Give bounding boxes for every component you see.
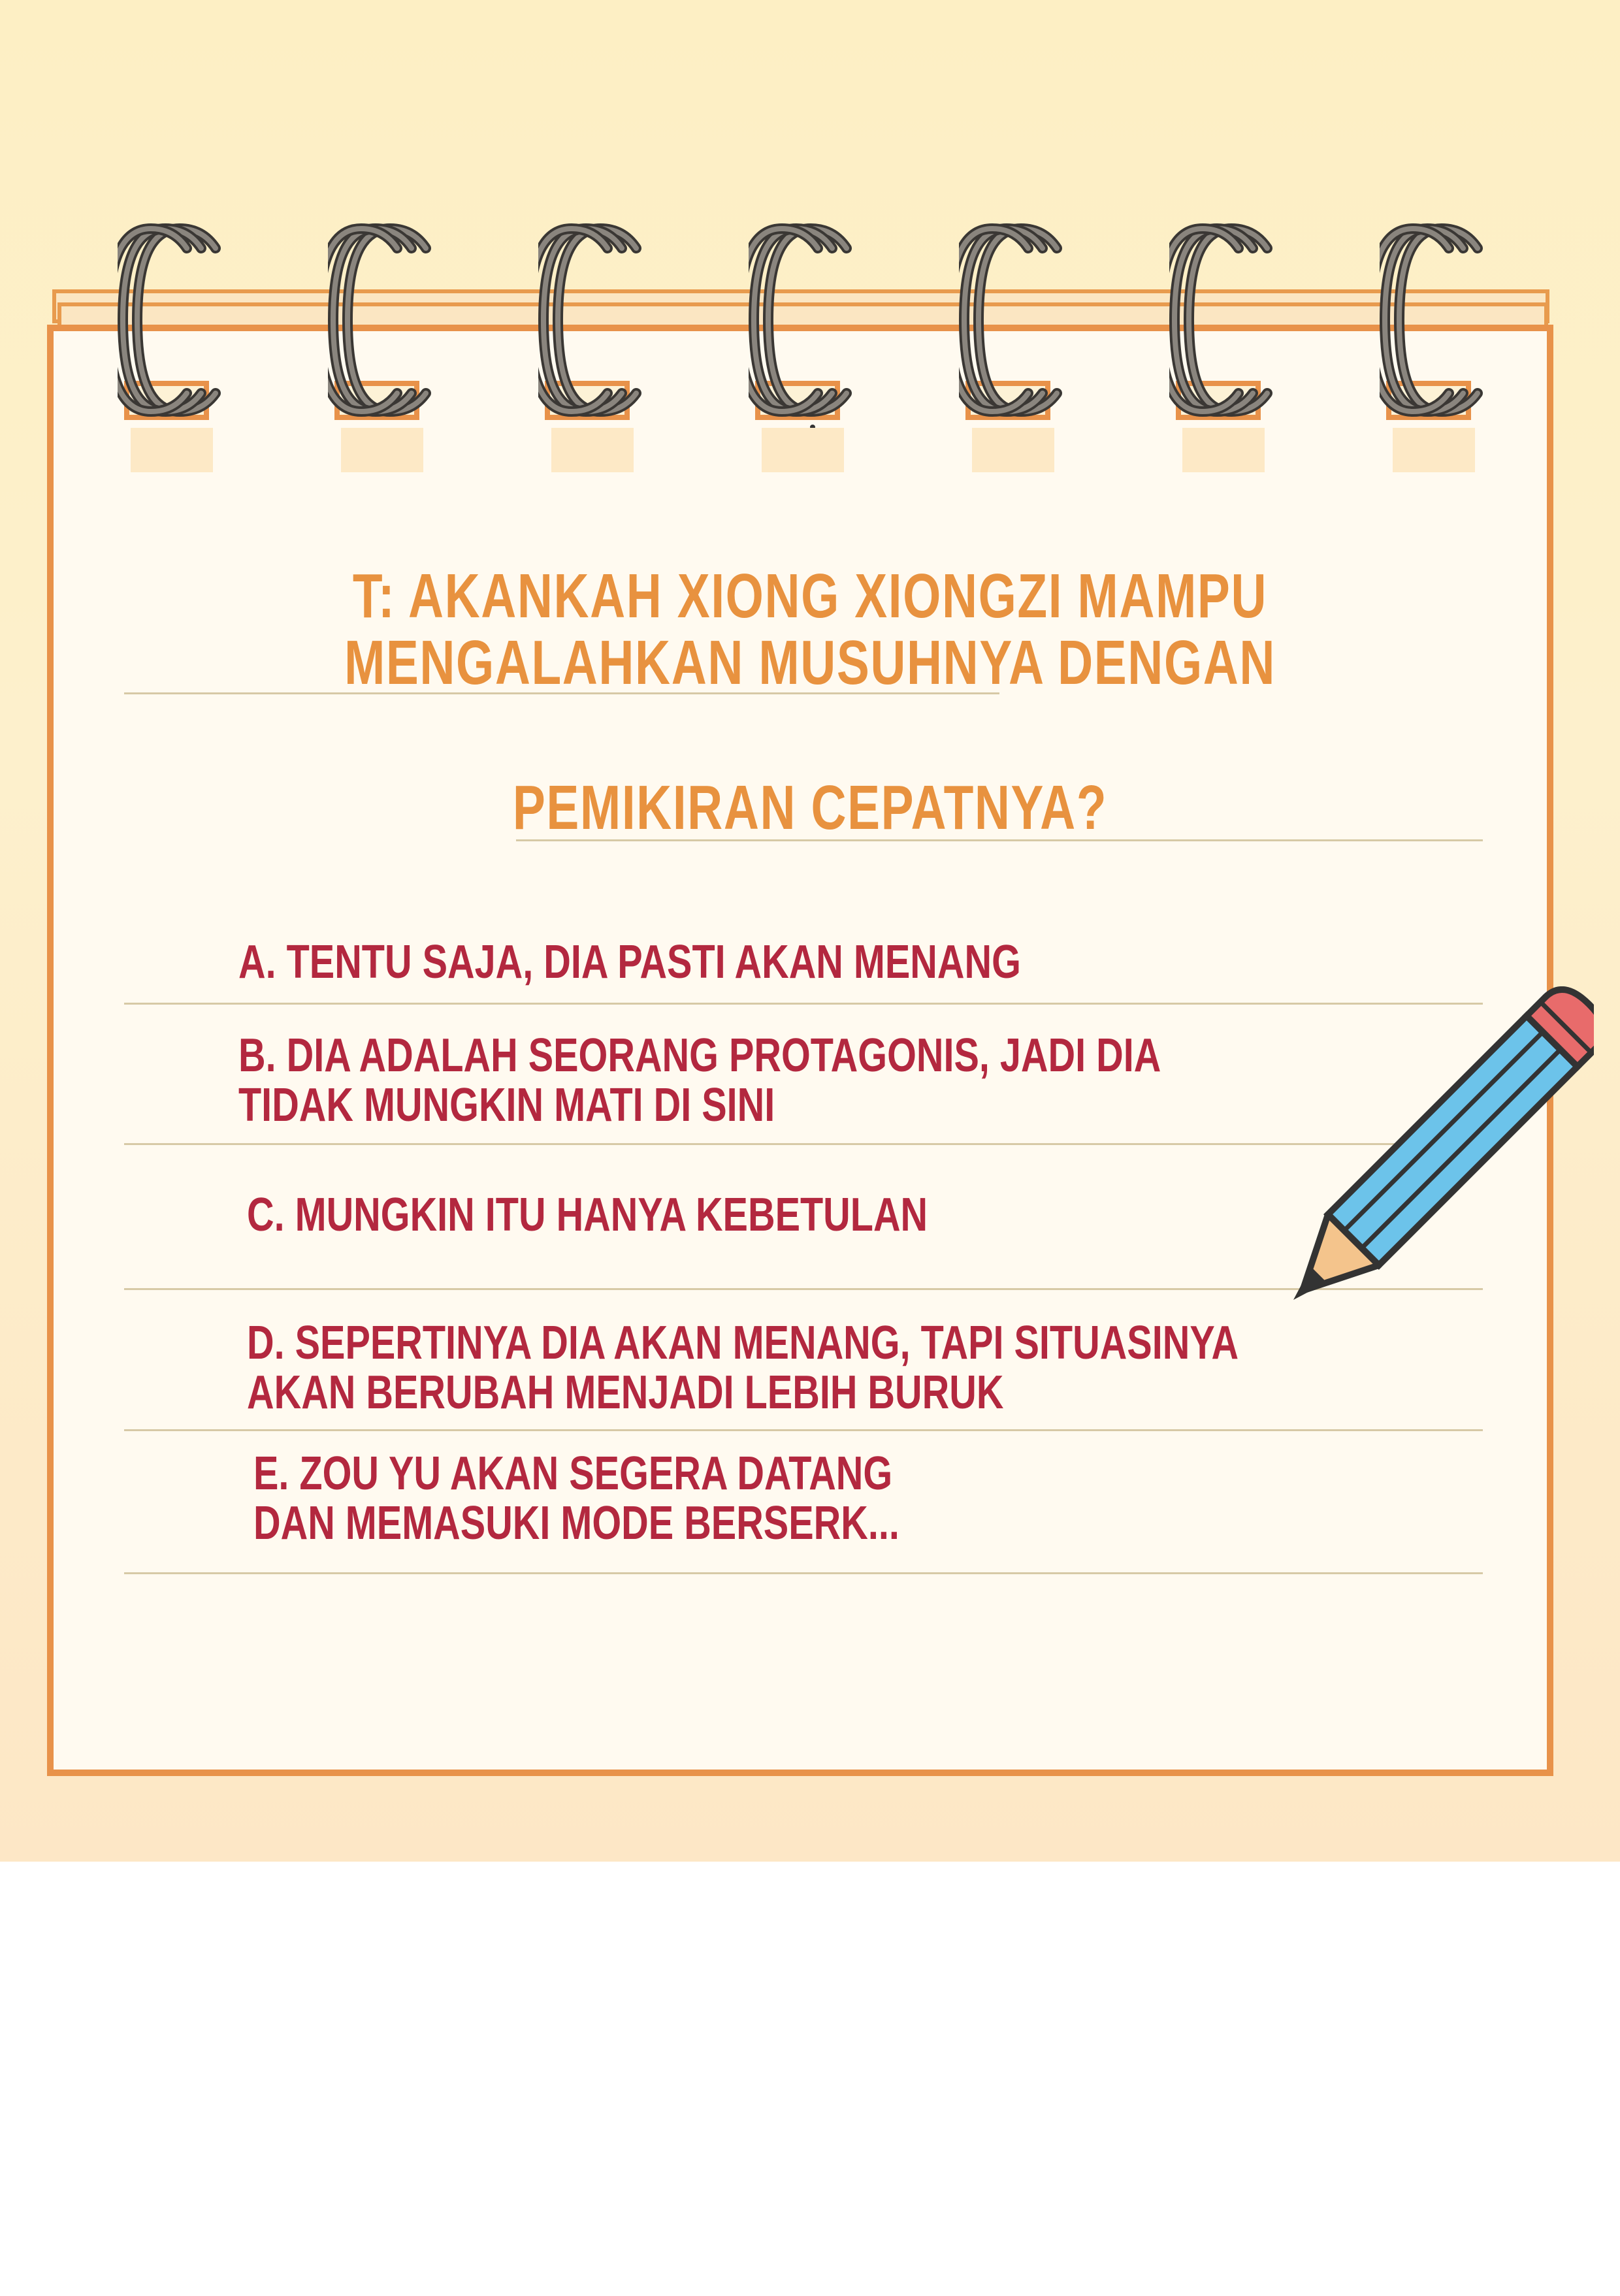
option-d-line-2: AKAN BERUBAH MENJADI LEBIH BURUK: [247, 1366, 1004, 1419]
option-d: [247, 1318, 1239, 1417]
ring-slot-shadow: [972, 428, 1054, 472]
pencil-icon: [1280, 986, 1594, 1313]
option-e-line-1: E. ZOU YU AKAN SEGERA DATANG: [253, 1447, 893, 1500]
ring-slot-shadow: [1182, 428, 1265, 472]
ring-slot-shadow: [1393, 428, 1475, 472]
ruled-line: [124, 1288, 1483, 1290]
spiral-ring-icon: [749, 222, 860, 425]
spiral-ring-icon: [538, 222, 649, 425]
question-line-2: MENGALAHKAN MUSUHNYA DENGAN: [344, 628, 1276, 698]
option-b: [238, 1031, 1161, 1130]
option-b-line-2: TIDAK MUNGKIN MATI DI SINI: [238, 1079, 775, 1131]
ruled-line: [124, 1003, 1483, 1005]
ring-slot-shadow: [551, 428, 634, 472]
question-line-3: PEMIKIRAN CEPATNYA?: [512, 773, 1108, 843]
option-c: [247, 1190, 928, 1240]
option-a: [238, 937, 1021, 987]
question-line-1: T: AKANKAH XIONG XIONGZI MAMPU: [352, 561, 1268, 631]
option-a-line-1: A. TENTU SAJA, DIA PASTI AKAN MENANG: [238, 936, 1021, 988]
option-b-line-1: B. DIA ADALAH SEORANG PROTAGONIS, JADI DIA: [238, 1029, 1161, 1082]
option-c-line-1: C. MUNGKIN ITU HANYA KEBETULAN: [247, 1189, 928, 1241]
spiral-ring-icon: [118, 222, 229, 425]
spiral-ring-icon: [959, 222, 1070, 425]
ring-slot-shadow: [131, 428, 213, 472]
option-e-line-2: DAN MEMASUKI MODE BERSERK...: [253, 1497, 899, 1549]
ruled-line: [124, 1429, 1483, 1431]
ring-slot-shadow: [762, 428, 844, 472]
option-e: [253, 1449, 899, 1548]
option-d-line-1: D. SEPERTINYA DIA AKAN MENANG, TAPI SITUASINYA: [247, 1317, 1239, 1369]
spiral-ring-icon: [1380, 222, 1491, 425]
ring-slot-shadow: [341, 428, 423, 472]
ruled-line: [124, 1143, 1483, 1145]
ruled-line: [124, 1572, 1483, 1574]
spiral-ring-icon: [328, 222, 439, 425]
spiral-ring-icon: [1169, 222, 1280, 425]
